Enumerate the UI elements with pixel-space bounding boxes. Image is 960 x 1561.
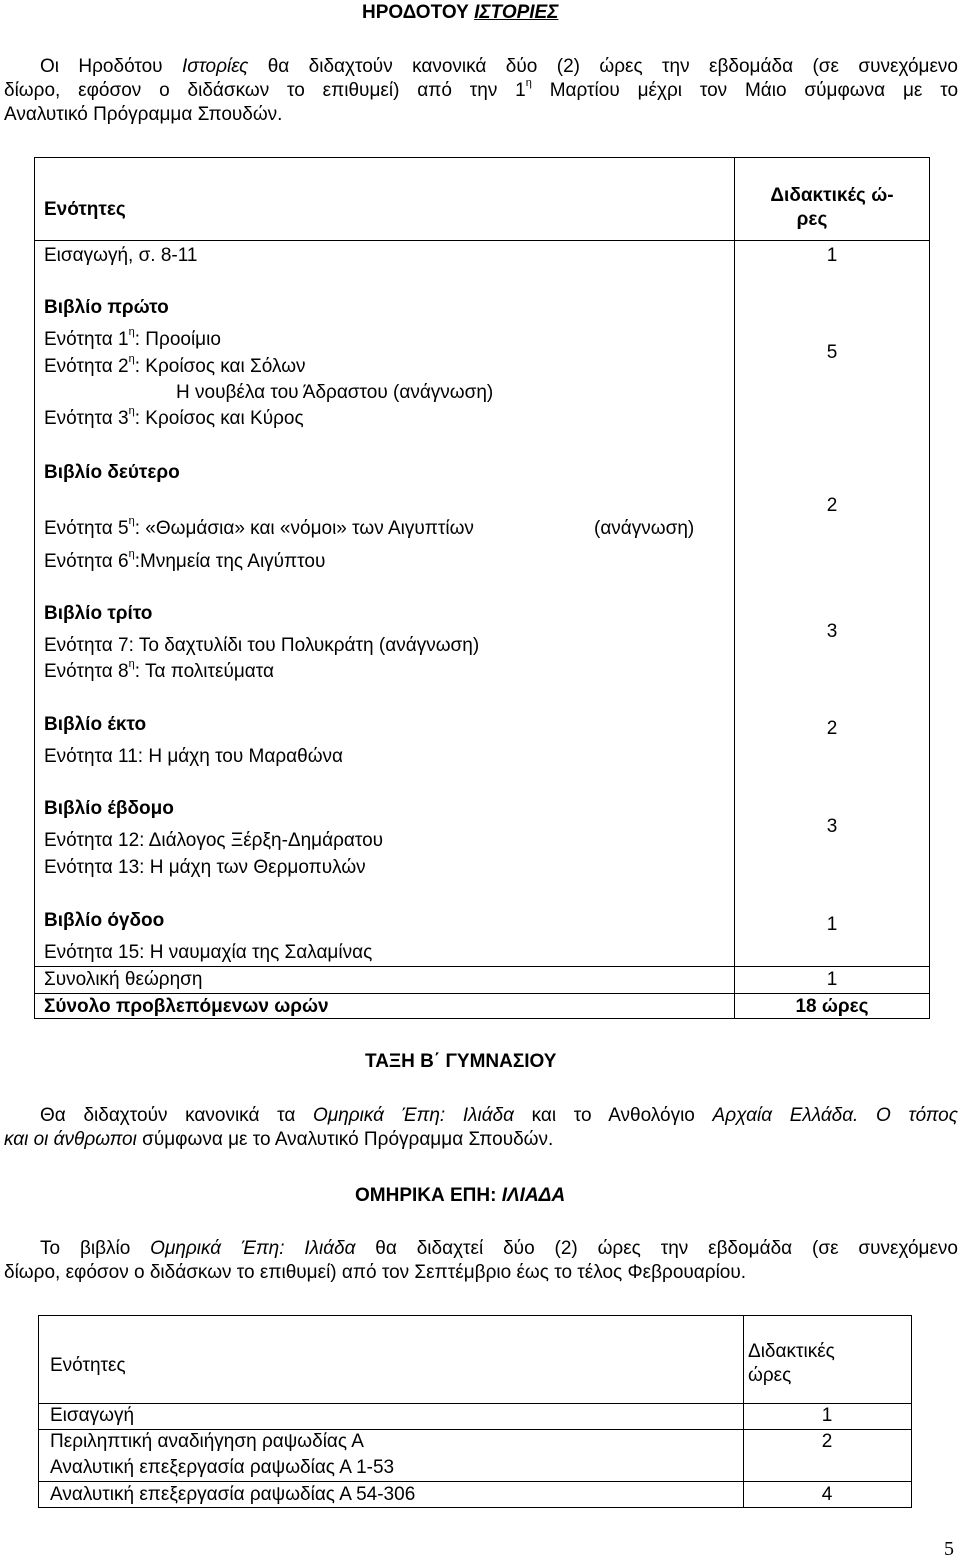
book-8-hours: 1 (826, 914, 838, 935)
table-2-header-hours: Διδακτικές ώρες (748, 1341, 835, 1386)
book-7-line-2: Ενότητα 13: Η μάχη των Θερμοπυλών (44, 857, 366, 878)
table-2-row-hours: 1 (821, 1405, 833, 1426)
row-total: Σύνολο προβλεπόμενων ωρών (44, 996, 329, 1017)
book-2-line-1: Ενότητα $5^\eta$: «Θωμάσια» και «νόμοι» των Αιγυπτίων (44, 515, 474, 539)
page-number: 5 (944, 1538, 954, 1560)
book-1-line-1: Ενότητα $1^\eta$: Προοίμιο (44, 326, 221, 350)
row-overview: Συνολική θεώρηση (44, 969, 203, 990)
section-2-paragraph: Θα διδαχτούν κανονικά τα Ομηρικά Έπη: Ιλιάδα και το Ανθολόγιο Αρχαία Ελλάδα. Ο τόπος και οι άνθρωποι σύμφωνα με το Αναλυτικό Πρόγραμμα Σπουδών. (4, 1105, 958, 1150)
book-7-title: Βιβλίο έβδομο (44, 798, 174, 819)
book-1-line-3: Η νουβέλα του Άδραστου (ανάγνωση) (176, 382, 494, 403)
book-2-title: Βιβλίο δεύτερο (44, 462, 180, 483)
row-total-hours: 18 ώρες (795, 996, 869, 1017)
table-2-row-label: Αναλυτική επεξεργασία ραψωδίας Α 1-53 (50, 1457, 395, 1478)
book-2-line-2: Ενότητα $6^\eta:M\nu\eta\mu\varepsilon ί\alpha$ της Αιγύπτου (44, 548, 326, 572)
book-6-title: Βιβλίο έκτο (44, 714, 147, 735)
book-6-line-1: Ενότητα 11: Η μάχη του Μαραθώνα (44, 746, 344, 767)
row-intro-hours: 1 (826, 245, 838, 266)
intro-line-1: Οι Ηροδότου Ιστορίες θα διδαχτούν κανονικά δύο (2) ώρες την εβδομάδα (σε συνεχόμενο (40, 56, 958, 77)
intro-line-2: δίωρο, εφόσον ο διδάσκων το επιθυμεί) από την $1^\eta$ Μαρτίου μέχρι τον Μάιο σύμφωνα με το (4, 77, 959, 101)
section-title: ΗΡΟΔΟΤΟΥ ΙΣΤΟΡΙΕΣ (362, 2, 559, 23)
row-intro: Εισαγωγή, σ. 8-11 (44, 245, 198, 266)
table-2-row-hours: 4 (821, 1484, 833, 1505)
book-1-line-2: Ενότητα $2^\eta$: Κροίσος και Σόλων (44, 353, 306, 377)
table-2-row-label: Περιληπτική αναδιήγηση ραψωδίας Α (50, 1431, 364, 1452)
book-7-hours: 3 (826, 816, 838, 837)
book-1-title: Βιβλίο πρώτο (44, 297, 169, 318)
row-overview-hours: 1 (826, 969, 838, 990)
section-2-title: ΤΑΞΗ Β΄ ΓΥΜΝΑΣΙΟΥ (365, 1051, 557, 1072)
table-header-units: Ενότητες (44, 199, 126, 220)
book-3-line-2: Ενότητα $8^\eta$: Τα πολιτεύματα (44, 658, 275, 682)
book-1-line-4: Ενότητα $3^\eta$: Κροίσος και Κύρος (44, 405, 304, 429)
table-2-header-units: Ενότητες (50, 1355, 126, 1376)
book-6-hours: 2 (826, 718, 838, 739)
book-7-line-1: Ενότητα 12: Διάλογος Ξέρξη-Δημάρατου (44, 830, 384, 851)
book-3-title: Βιβλίο τρίτο (44, 603, 153, 624)
table-2-row-label: Αναλυτική επεξεργασία ραψωδίας Α 54-306 (50, 1484, 416, 1505)
table-header-hours: Διδακτικές ώ- ρες (770, 185, 894, 230)
intro-line-3: Αναλυτικό Πρόγραμμα Σπουδών. (4, 104, 283, 125)
section-3-title: ΟΜΗΡΙΚΑ ΕΠΗ: ΙΛΙΑΔΑ (355, 1185, 566, 1206)
book-2-line-1-note: (ανάγνωση) (594, 518, 695, 539)
section-3-paragraph: Το βιβλίο Ομηρικά Έπη: Ιλιάδα θα διδαχτεί δύο (2) ώρες την εβδομάδα (σε συνεχόμενο δίωρο, εφόσον ο διδάσκων το επιθυμεί) από τον Σεπτέμβριο έως το τέλος Φεβρουαρίου. (4, 1238, 958, 1283)
book-3-line-1: Ενότητα 7: Το δαχτυλίδι του Πολυκράτη (ανάγνωση) (44, 635, 480, 656)
book-1-hours: 5 (826, 342, 838, 363)
book-3-hours: 3 (826, 621, 838, 642)
book-8-title: Βιβλίο όγδοο (44, 910, 165, 931)
table-2-row-hours: 2 (821, 1431, 833, 1452)
book-2-hours: 2 (826, 495, 838, 516)
table-2-row-label: Εισαγωγή (50, 1405, 135, 1426)
intro-paragraph (4, 56, 958, 126)
book-8-line-1: Ενότητα 15: Η ναυμαχία της Σαλαμίνας (44, 942, 373, 963)
